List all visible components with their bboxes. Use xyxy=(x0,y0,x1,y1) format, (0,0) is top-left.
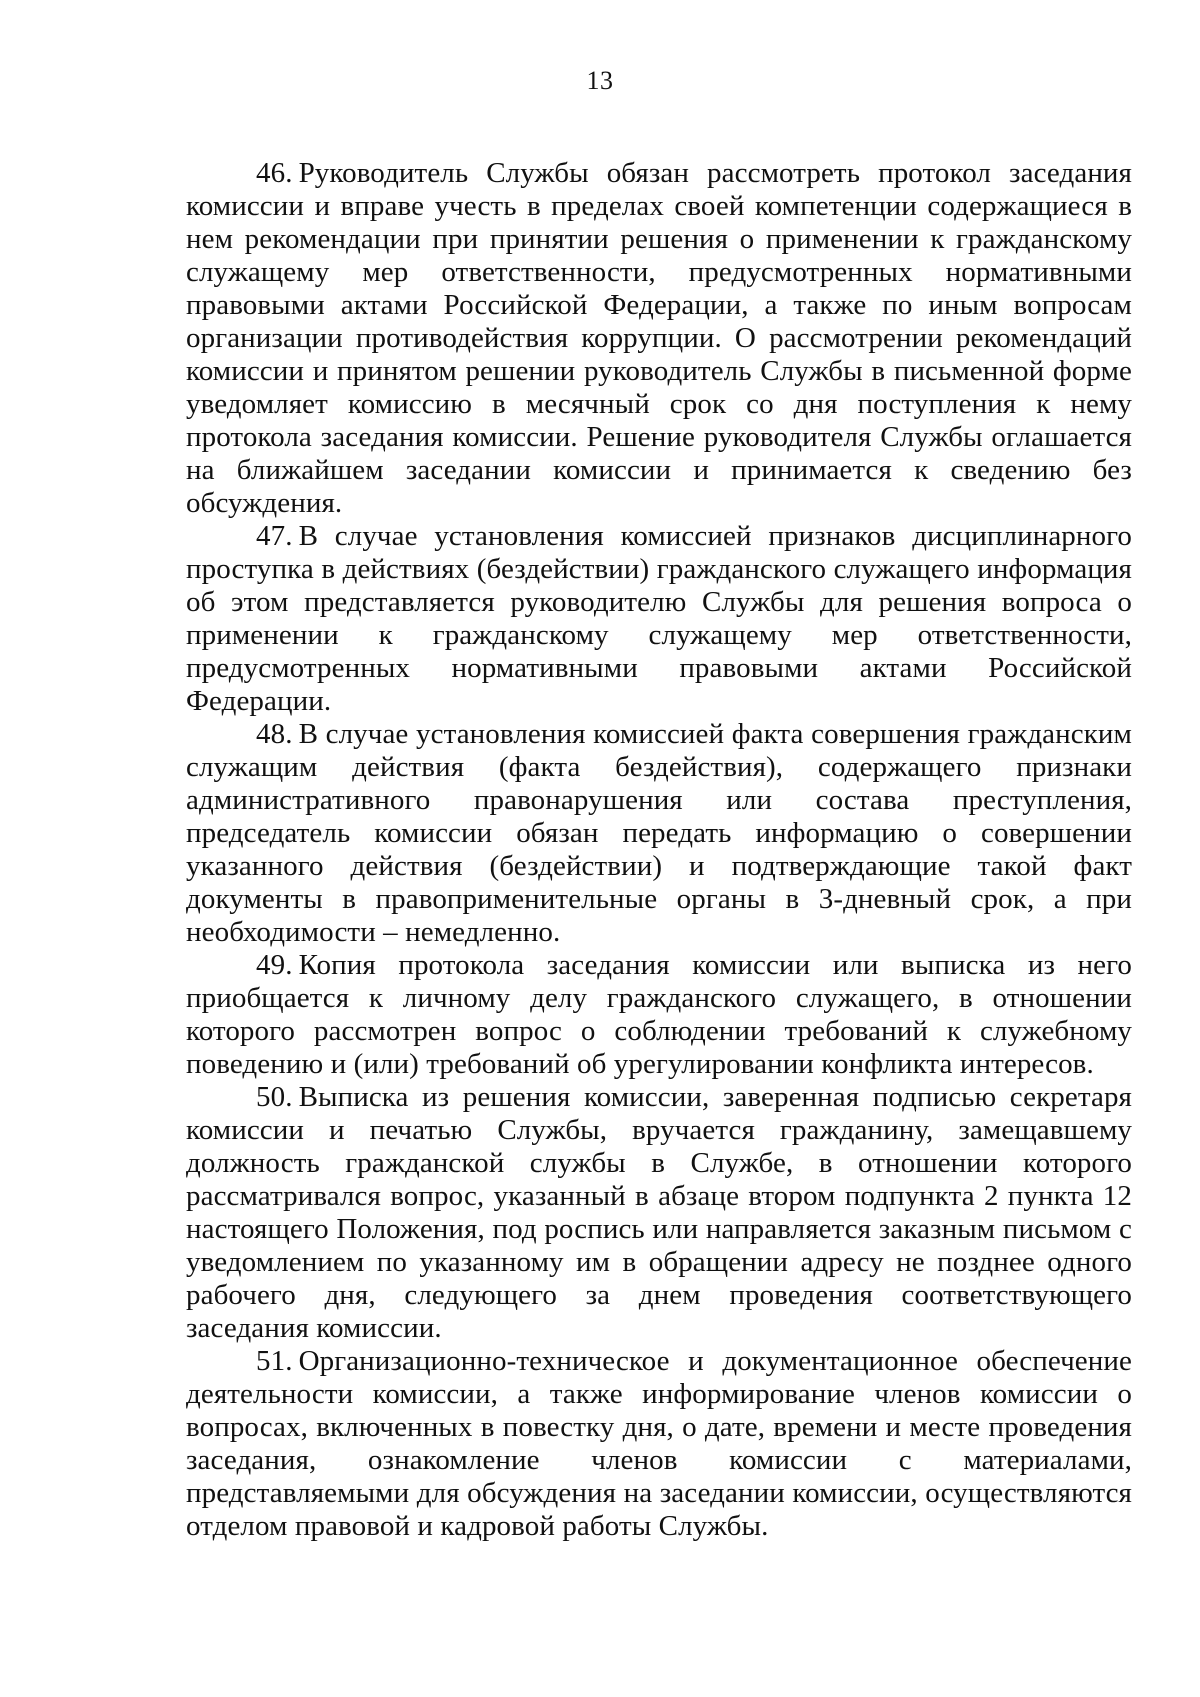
paragraph-50 xyxy=(186,1081,1132,1345)
paragraph-number: 48. xyxy=(256,718,293,750)
paragraph-text: Руководитель Службы обязан рассмотреть протокол заседания комиссии и вправе учесть в пределах своей компетенции содержащиеся в нем рекомендации при принятии решения о применении к гражданскому служащему мер ответственности, предусмотренных нормативными правовыми актами Российской Федерации, а также по иным вопросам организации противодействия коррупции. О рассмотрении рекомендаций комиссии и принятом решении руководитель Службы в письменной форме уведомляет комиссию в месячный срок со дня поступления к нему протокола заседания комиссии. Решение руководителя Службы оглашается на ближайшем заседании комиссии и принимается к сведению без обсуждения. xyxy=(186,157,1132,519)
paragraph-48 xyxy=(186,718,1132,949)
paragraph-text: В случае установления комиссией признаков дисциплинарного проступка в действиях (бездействии) гражданского служащего информация об этом представляется руководителю Службы для решения вопроса о применении к гражданскому служащему мер ответственности, предусмотренных нормативными правовыми актами Российской Федерации. xyxy=(186,520,1132,717)
paragraph-text: Организационно-техническое и документационное обеспечение деятельности комиссии, а также информирование членов комиссии о вопросах, включенных в повестку дня, о дате, времени и месте проведения заседания, ознакомление членов комиссии с материалами, представляемыми для обсуждения на заседании комиссии, осуществляются отделом правовой и кадровой работы Службы. xyxy=(186,1345,1132,1542)
paragraph-47 xyxy=(186,520,1132,718)
paragraph-number: 47. xyxy=(256,520,293,552)
paragraph-number: 49. xyxy=(256,949,293,981)
paragraph-51 xyxy=(186,1345,1132,1543)
paragraph-49 xyxy=(186,949,1132,1081)
paragraph-number: 46. xyxy=(256,157,293,189)
paragraph-text: Копия протокола заседания комиссии или выписка из него приобщается к личному делу гражданского служащего, в отношении которого рассмотрен вопрос о соблюдении требований к служебному поведению и (или) требований об урегулировании конфликта интересов. xyxy=(186,949,1132,1080)
document-body xyxy=(186,157,1132,1543)
paragraph-number: 51. xyxy=(256,1345,293,1377)
paragraph-46 xyxy=(186,157,1132,520)
paragraph-number: 50. xyxy=(256,1081,293,1113)
page-number: 13 xyxy=(586,66,614,95)
paragraph-text: Выписка из решения комиссии, заверенная подписью секретаря комиссии и печатью Службы, вручается гражданину, замещавшему должность гражданской службы в Службе, в отношении которого рассматривался вопрос, указанный в абзаце втором подпункта 2 пункта 12 настоящего Положения, под роспись или направляется заказным письмом с уведомлением по указанному им в обращении адресу не позднее одного рабочего дня, следующего за днем проведения соответствующего заседания комиссии. xyxy=(186,1081,1132,1344)
paragraph-text: В случае установления комиссией факта совершения гражданским служащим действия (факта бездействия), содержащего признаки административного правонарушения или состава преступления, председатель комиссии обязан передать информацию о совершении указанного действия (бездействии) и подтверждающие такой факт документы в правоприменительные органы в 3-дневный срок, а при необходимости – немедленно. xyxy=(186,718,1132,948)
